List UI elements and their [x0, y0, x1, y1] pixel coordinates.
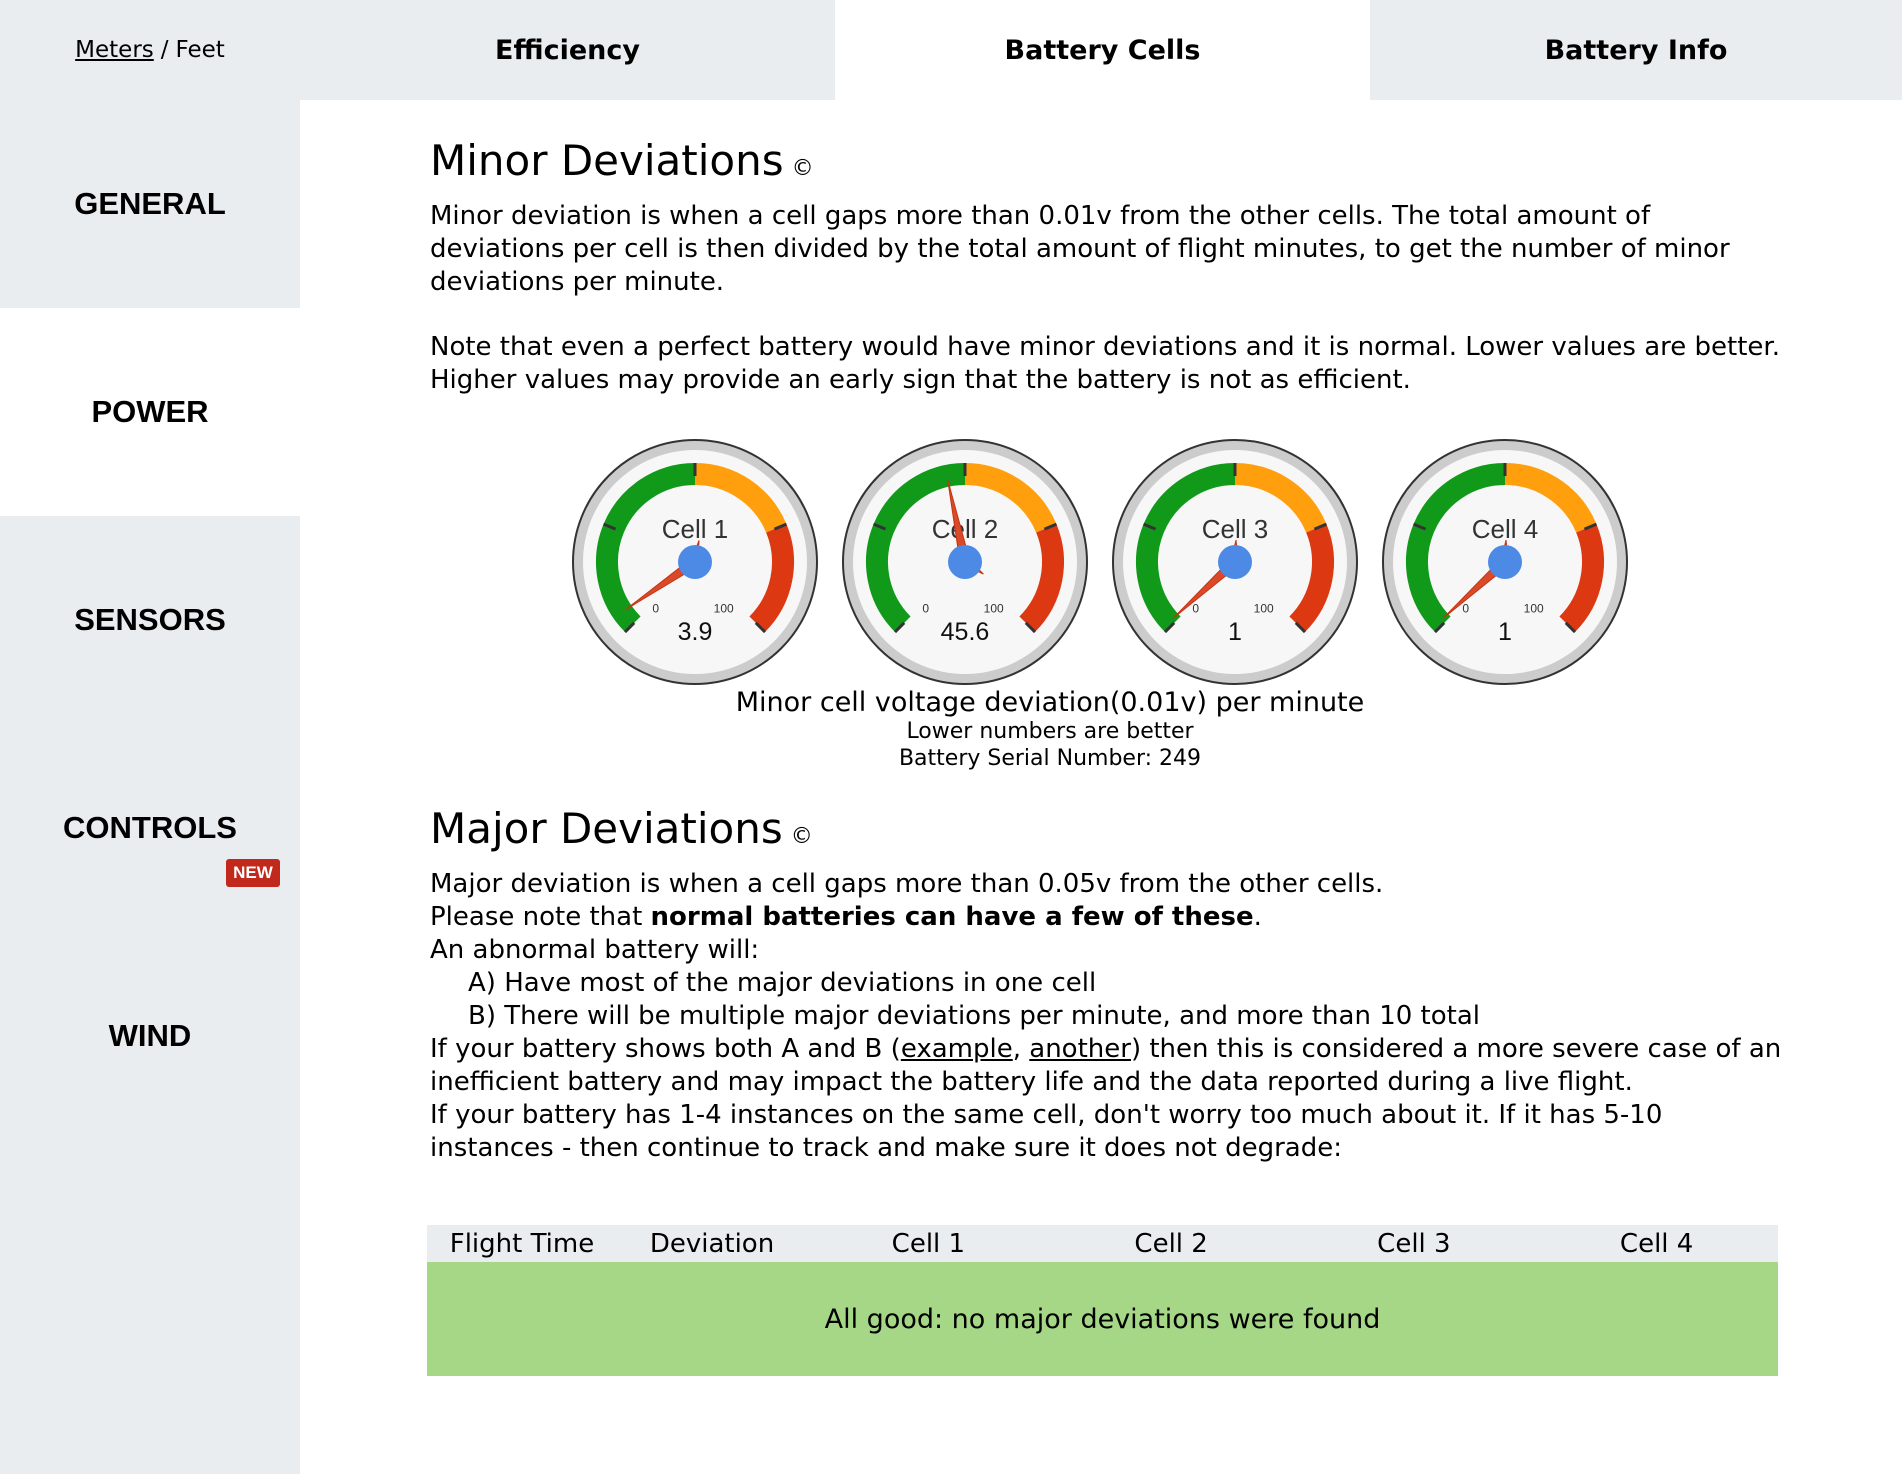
gauge-hub [948, 545, 982, 579]
minor-title-text: Minor Deviations [430, 136, 784, 185]
gauge-cell-3 [1113, 440, 1357, 684]
col-cell-1: Cell 1 [807, 1225, 1050, 1262]
sidebar-item-controls[interactable] [0, 724, 300, 932]
link-separator: , [1012, 1034, 1030, 1064]
unit-toggle [0, 0, 300, 100]
major-deviations-title [430, 798, 1790, 868]
gauge-value: 1 [1228, 618, 1242, 646]
sidebar-item-general[interactable]: GENERAL [74, 186, 226, 221]
col-deviation: Deviation [617, 1225, 807, 1262]
gauge-hub [1218, 545, 1252, 579]
gauge-cell-2 [843, 440, 1087, 684]
top-bar [0, 0, 1902, 100]
copyright-icon[interactable]: © [791, 156, 814, 181]
empty-table-message: All good: no major deviations were found [427, 1262, 1778, 1376]
criterion-b: B) There will be multiple major deviations per minute, and more than 10 total [468, 1001, 1481, 1031]
gauge-hub [1488, 545, 1522, 579]
sidebar-item-label: CONTROLS [63, 810, 237, 845]
gauge-value: 45.6 [940, 618, 990, 646]
gauge-max-label: 100 [983, 601, 1004, 616]
gauge-cell-4 [1383, 440, 1627, 684]
gauge-min-label: 0 [1462, 601, 1470, 616]
gauge-label: Cell 4 [1471, 514, 1539, 544]
sidebar-item-power[interactable]: POWER [0, 308, 300, 516]
tab-efficiency[interactable]: Efficiency [300, 0, 835, 100]
example-link[interactable]: example [900, 1034, 1013, 1064]
sidebar-item-sensors[interactable]: SENSORS [74, 602, 226, 637]
another-link[interactable]: another [1029, 1034, 1131, 1064]
gauge-label: Cell 2 [931, 514, 999, 544]
major-line-2 [430, 901, 1790, 934]
table-header-row [427, 1225, 1778, 1262]
major-line-4-text: If your battery shows both A and B ( [430, 1034, 901, 1064]
table-row [427, 1262, 1778, 1376]
feet-option[interactable]: Feet [175, 37, 225, 63]
major-line-3: An abnormal battery will: [430, 935, 760, 965]
gauge-min-label: 0 [922, 601, 930, 616]
col-flight-time: Flight Time [427, 1225, 617, 1262]
gauge-label: Cell 1 [661, 514, 729, 544]
minor-note: Note that even a perfect battery would have minor deviations and it is normal. Lower values are better. Higher values may provide an early sign that the battery is not as efficient. [430, 332, 1780, 395]
meters-link[interactable]: Meters [75, 37, 154, 63]
major-line-2-bold: normal batteries can have a few of these [650, 902, 1254, 932]
col-cell-4: Cell 4 [1535, 1225, 1778, 1262]
gauge-panel [570, 437, 1670, 697]
tab-battery-cells[interactable]: Battery Cells [835, 0, 1370, 100]
gauge-max-label: 100 [1253, 601, 1274, 616]
major-line-2-text: Please note that [430, 902, 651, 932]
gauge-hub [678, 545, 712, 579]
gauge-min-label: 0 [652, 601, 660, 616]
gauge-min-label: 0 [1192, 601, 1200, 616]
gauge-row [430, 437, 1790, 737]
gauge-cell-1 [573, 440, 817, 684]
main-content [430, 130, 1790, 1165]
col-cell-3: Cell 3 [1293, 1225, 1536, 1262]
gauge-subcaption: Lower numbers are better [906, 719, 1194, 744]
tab-battery-info[interactable]: Battery Info [1370, 0, 1902, 100]
major-line-1: Major deviation is when a cell gaps more than 0.05v from the other cells. [430, 869, 1384, 899]
major-title-text: Major Deviations [430, 804, 783, 853]
unit-separator: / [160, 37, 169, 63]
minor-deviations-title [430, 130, 1790, 200]
gauge-max-label: 100 [713, 601, 734, 616]
battery-serial: Battery Serial Number: 249 [898, 746, 1202, 771]
major-line-2-end: . [1253, 902, 1262, 932]
major-line-5: If your battery has 1-4 instances on the same cell, don't worry too much about it. If it has 5-10 instances - then continue to track and make sure it does not degrade: [430, 1100, 1663, 1163]
gauge-label: Cell 3 [1201, 514, 1269, 544]
major-line-4-end: ) then this is considered a more severe case of an inefficient battery and may impact the battery life and the data reported during a live flight. [430, 1034, 1782, 1097]
sidebar-item-wind[interactable]: WIND [108, 1018, 192, 1053]
gauge-caption: Minor cell voltage deviation(0.01v) per minute [735, 687, 1365, 718]
sidebar [0, 100, 300, 1474]
major-deviations-table [427, 1225, 1778, 1376]
gauge-value: 1 [1498, 618, 1512, 646]
minor-description: Minor deviation is when a cell gaps more than 0.01v from the other cells. The total amount of deviations per cell is then divided by the total amount of flight minutes, to get the number of minor deviations per minute. [430, 201, 1730, 297]
col-cell-2: Cell 2 [1050, 1225, 1293, 1262]
gauge-value: 3.9 [677, 618, 713, 646]
new-badge: NEW [226, 859, 280, 887]
criterion-a: A) Have most of the major deviations in one cell [468, 968, 1097, 998]
major-line-4 [430, 1033, 1790, 1099]
copyright-icon[interactable]: © [790, 824, 813, 849]
gauge-max-label: 100 [1523, 601, 1544, 616]
